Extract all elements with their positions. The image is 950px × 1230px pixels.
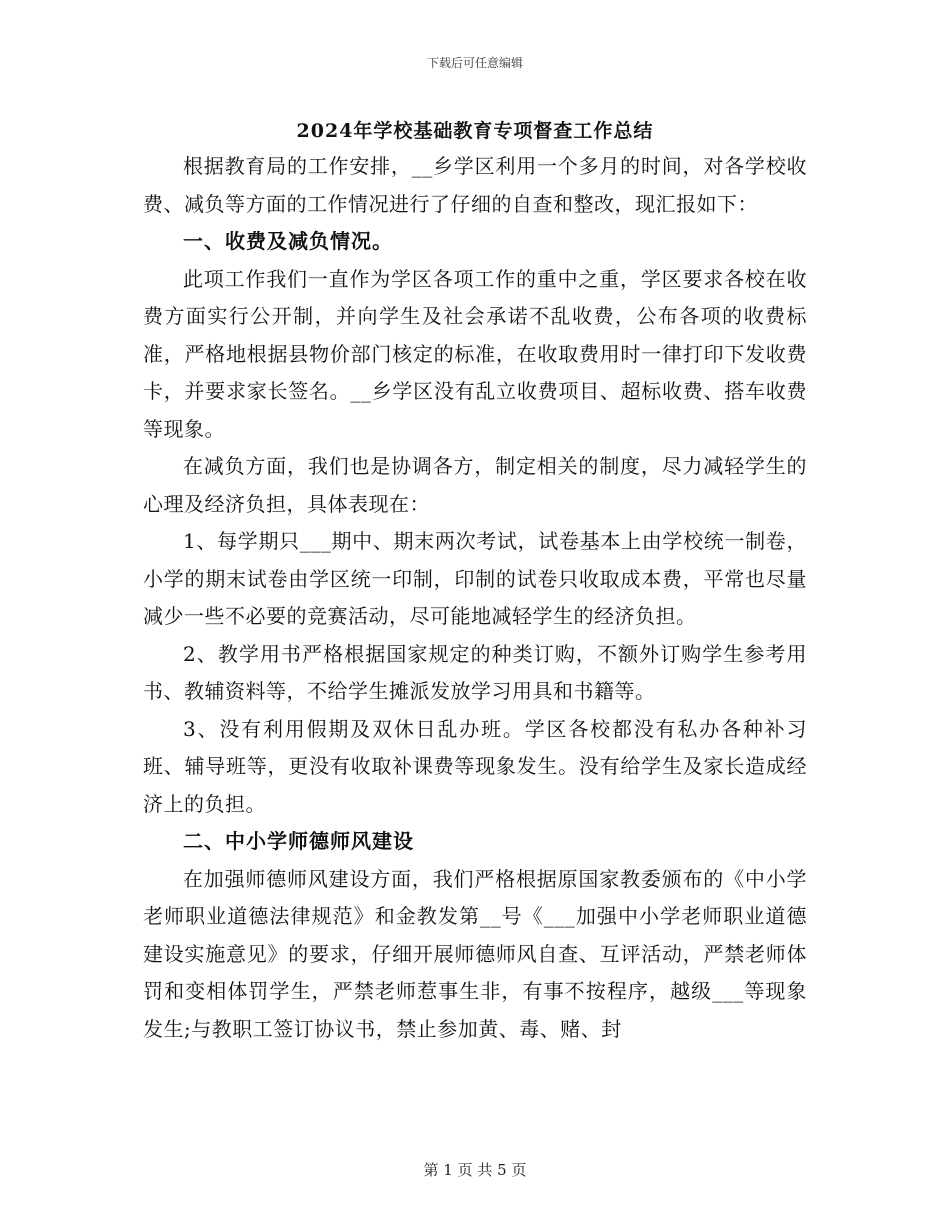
fees-paragraph: 此项工作我们一直作为学区各项工作的重中之重，学区要求各校在收费方面实行公开制，并向学生及社会承诺不乱收费，公布各项的收费标准，严格地根据县物价部门核定的标准，在收取费用时一律打印下发收费卡，并要求家长签名。__乡学区没有乱立收费项目、超标收费、搭车收费等现象。 — [143, 266, 807, 441]
ethics-paragraph: 在加强师德师风建设方面，我们严格根据原国家教委颁布的《中小学老师职业道德法律规范》和金教发第__号《___加强中小学老师职业道德建设实施意见》的要求，仔细开展师德师风自查、互评活动，严禁老师体罚和变相体罚学生，严禁老师惹事生非，有事不按程序，越级___等现象发生;与教职工签订协议书，禁止参加黄、毒、赌、封 — [143, 866, 807, 1041]
section-heading-1: 一、收费及减负情况。 — [183, 229, 393, 253]
intro-paragraph: 根据教育局的工作安排，__乡学区利用一个多月的时间，对各学校收费、减负等方面的工作情况进行了仔细的自查和整改，现汇报如下： — [143, 154, 807, 216]
page-header-note: 下载后可任意编辑 — [426, 56, 523, 70]
list-item-3: 3、没有利用假期及双休日乱办班。学区各校都没有私办各种补习班、辅导班等，更没有收取补课费等现象发生。没有给学生及家长造成经济上的负担。 — [143, 716, 807, 816]
list-item-2: 2、教学用书严格根据国家规定的种类订购，不额外订购学生参考用书、教辅资料等，不给学生摊派发放学习用具和书籍等。 — [143, 641, 807, 703]
page-footer: 第 1 页 共 5 页 — [423, 1161, 527, 1179]
burden-paragraph: 在减负方面，我们也是协调各方，制定相关的制度，尽力减轻学生的心理及经济负担，具体表现在： — [143, 454, 807, 516]
document-title: 2024年学校基础教育专项督查工作总结 — [296, 120, 654, 142]
section-heading-2: 二、中小学师德师风建设 — [183, 829, 414, 853]
document-body — [143, 148, 807, 1048]
list-item-1: 1、每学期只___期中、期末两次考试，试卷基本上由学校统一制卷，小学的期末试卷由学区统一印制，印制的试卷只收取成本费，平常也尽量减少一些不必要的竞赛活动，尽可能地减轻学生的经济负担。 — [143, 529, 807, 628]
